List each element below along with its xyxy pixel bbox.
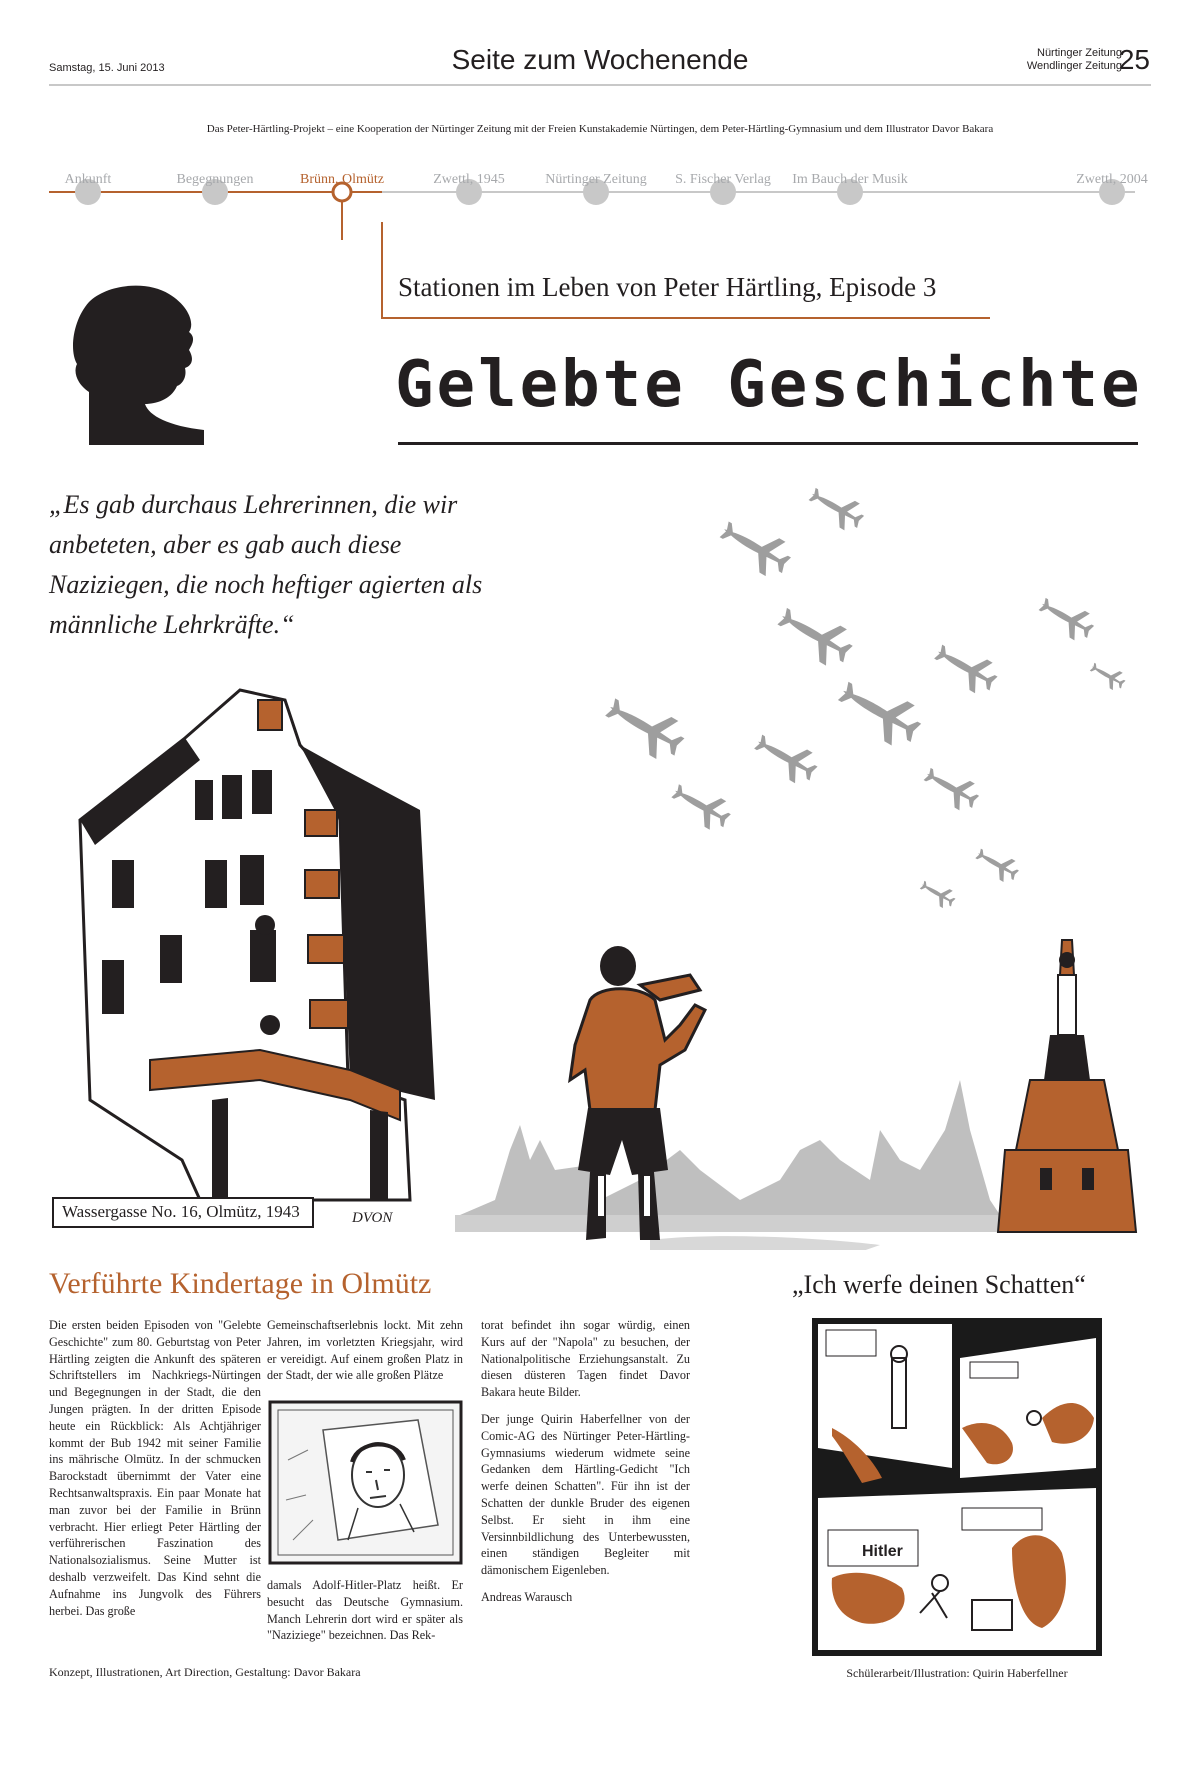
article-paragraph: Gemeinschaftserlebnis lockt. Mit zehn Jahren, im vorletzten Kriegsjahr, wird er vereidigt. Auf einem großen Platz in der Stadt, der wie alle großen Plätze (267, 1318, 463, 1383)
timeline-station-label: Zwettl, 2004 (1076, 172, 1148, 187)
section-title: Seite zum Wochenende (451, 44, 749, 75)
article-author: Andreas Warausch (481, 1589, 573, 1604)
episode-title: Stationen im Leben von Peter Härtling, Episode 3 (398, 272, 937, 302)
timeline-station-label: Brünn, Olmütz (300, 172, 384, 187)
headline-rule (398, 442, 1138, 445)
article-column-3 (481, 1317, 690, 1616)
article-paragraph: Der junge Quirin Haberfellner von der Comic-AG des Nürtinger Peter-Härtling-Gymnasiums wiederum widmete seine Gedanken dem Härtling-Gedicht "Ich werfe deinen Schatten". Für ihn ist der Schatten der dunkle Bruder des eigenen Selbst. Er sieht in ihm eine Versinnbildlichung des Unterbewussten, einen ständigen Begleiter mit dämonischem Eigenleben. (481, 1411, 690, 1578)
newspaper-name-1: Nürtinger Zeitung (1037, 47, 1122, 59)
newspaper-name-2: Wendlinger Zeitung (1026, 60, 1122, 72)
main-headline: Gelebte Geschichte (395, 348, 1143, 422)
city-skyline (460, 1080, 1000, 1215)
trinity-column (998, 940, 1136, 1232)
timeline-station-label: S. Fischer Verlag (675, 172, 771, 187)
timeline-station-label: Zwettl, 1945 (433, 172, 505, 187)
artist-signature: DVON (352, 1210, 393, 1226)
timeline-station-label: Nürtinger Zeitung (545, 172, 647, 187)
boy-shadow (650, 1236, 880, 1250)
page-credit: Konzept, Illustrationen, Art Direction, Gestaltung: Davor Bakara (49, 1665, 361, 1679)
article-column-2-top (267, 1317, 463, 1394)
article-paragraph: torat befindet ihn sogar würdig, einen Kurs auf der "Napola" zu besuchen, der Nationalpolitische Erziehungsanstalt. Zu diesen düsteren Tagen findet Davor Bakara heute Bilder. (481, 1318, 690, 1400)
ground-shadow (455, 1215, 1010, 1232)
portrait-silhouette (49, 280, 204, 445)
student-comic (812, 1318, 1102, 1656)
newspaper-name (1027, 47, 1122, 73)
illustration-caption: Wassergasse No. 16, Olmütz, 1943 (52, 1197, 314, 1228)
main-illustration (0, 460, 1200, 1250)
issue-date: Samstag, 15. Juni 2013 (49, 62, 165, 74)
article-headline: Verführte Kindertage in Olmütz (49, 1267, 432, 1300)
article-column-2-bottom (267, 1577, 463, 1654)
header-rule (49, 84, 1151, 86)
article-paragraph: Die ersten beiden Episoden von "Gelebte Geschichte" zum 80. Geburtstag von Peter Härtling zeigten die Ankunft des späteren Schriftstellers im Nachkriegs-Nürtingen und Begegnungen in der Stadt, die den Jungen prägten. In der dritten Episode heute ein Rückblick: Als Achtjähriger kommt der Bub 1942 mit seiner Familie ins mährische Olmütz. In der schmucken Barockstadt übernimmt der Vater eine Rechtsanwaltspraxis. Ein paar Monate hat man zuvor bei der Familie in Brünn verbracht. Hier erliegt Peter Härtling der verführerischen Faszination des Nationalsozialismus. Seine Mutter ist deshalb verzweifelt. Das Kind sehnt die Aufnahme ins Jungvolk des Führers herbei. Das große (49, 1318, 261, 1618)
comic-title: „Ich werfe deinen Schatten“ (792, 1270, 1086, 1299)
comic-credit: Schülerarbeit/Illustration: Quirin Haberfellner (846, 1666, 1068, 1680)
timeline-station-label: Begegnungen (176, 172, 254, 187)
building-wassergasse (80, 690, 435, 1200)
timeline-station-label: Ankunft (64, 172, 112, 187)
article-column-1 (49, 1317, 261, 1629)
timeline-station-label: Im Bauch der Musik (792, 172, 908, 187)
project-description: Das Peter-Härtling-Projekt – eine Kooperation der Nürtinger Zeitung mit der Freien Kunstakademie Nürtingen, dem Peter-Härtling-Gymnasium und dem Illustrator Davor Bakara (206, 123, 994, 135)
article-paragraph: damals Adolf-Hitler-Platz heißt. Er besucht das Deutsche Gymnasium. Manch Lehrerin dort wird er später als "Naziziege" bezeichnen. Das Rek- (267, 1578, 463, 1643)
pull-quote: „Es gab durchaus Lehrerinnen, die wir anbeteten, aber es gab auch diese Naziziegen, die noch heftiger agierten als männliche Lehrkräfte.“ (49, 490, 483, 639)
warplanes (599, 481, 1128, 912)
page-number: 25 (1118, 44, 1150, 75)
portrait-sketch (268, 1400, 463, 1565)
comic-bubble-text: Hitler (862, 1543, 903, 1560)
